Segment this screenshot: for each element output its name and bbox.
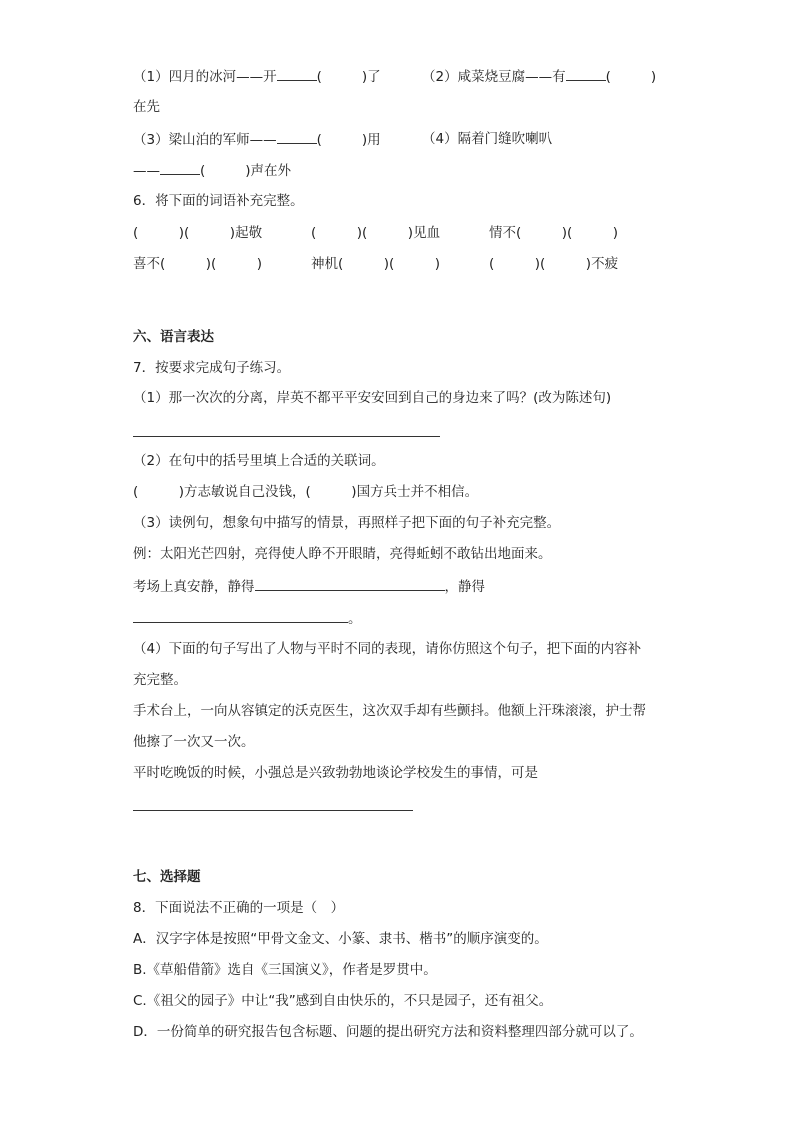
paren-open: (	[605, 69, 611, 85]
answer-blank[interactable]	[255, 576, 445, 591]
answer-blank[interactable]	[277, 129, 317, 144]
q5-item-1-text: （1）四月的冰河——开	[133, 69, 277, 85]
q7-sub-2-sentence[interactable]: ( )方志敏说自己没钱，( )国方兵士并不相信。	[133, 484, 479, 500]
option-d[interactable]: D．一份简单的研究报告包含标题、问题的提出研究方法和资料整理四部分就可以了。	[133, 1024, 643, 1040]
option-b[interactable]: B.《草船借箭》选自《三国演义》，作者是罗贯中。	[133, 962, 437, 978]
q5-item-2-text: （2）咸菜烧豆腐——有	[422, 69, 566, 85]
q6-title: 6．将下面的词语补充完整。	[133, 193, 304, 209]
answer-line[interactable]	[133, 436, 440, 437]
dash-text: ——	[133, 163, 160, 179]
q6-idiom-4[interactable]: 喜不( )( )	[133, 256, 263, 272]
paren-open: (	[200, 163, 206, 179]
q5-item-4-continuation	[133, 160, 291, 181]
sentence-middle: ，静得	[444, 579, 485, 595]
q6-idiom-6[interactable]: ( )( )不疲	[489, 256, 619, 272]
q7-sub-3-example: 例：太阳光芒四射，亮得使人睁不开眼睛，亮得蚯蚓不敢钻出地面来。	[133, 546, 552, 562]
q8-title: 8．下面说法不正确的一项是（ ）	[133, 900, 345, 916]
answer-line[interactable]	[133, 810, 413, 811]
q7-sub-4: （4）下面的句子写出了人物与平时不同的表现，请你仿照这个句子，把下面的内容补	[133, 641, 642, 657]
answer-blank[interactable]	[277, 66, 317, 81]
q5-item-2	[422, 66, 656, 87]
q7-sub-3: （3）读例句，想象句中描写的情景，再照样子把下面的句子补充完整。	[133, 515, 561, 531]
paren-close-text: )声在外	[245, 163, 292, 179]
paren-close-text: )	[650, 69, 657, 85]
q5-item-3	[133, 129, 381, 150]
q7-sub-1: （1）那一次次的分离，岸英不都平平安安回到自己的身边来了吗？(改为陈述句)	[133, 390, 612, 406]
q6-idiom-1[interactable]: ( )( )起敬	[133, 225, 263, 241]
sentence-end: 。	[348, 611, 362, 627]
q5-item-4: （4）隔着门缝吹喇叭	[422, 131, 553, 147]
q7-sub-3-line	[133, 576, 485, 597]
answer-blank[interactable]	[566, 66, 606, 81]
paren-close-text: )用	[361, 132, 381, 148]
q7-title: 7．按要求完成句子练习。	[133, 360, 291, 376]
q6-idiom-3[interactable]: 情不( )( )	[489, 225, 619, 241]
q5-item-3-text: （3）梁山泊的军师——	[133, 132, 277, 148]
paren-close-text: )了	[361, 69, 381, 85]
q7-sub-4-prompt: 平时吃晚饭的时候，小强总是兴致勃勃地谈论学校发生的事情，可是	[133, 765, 538, 781]
answer-blank[interactable]	[133, 608, 348, 623]
q5-item-2-continuation: 在先	[133, 99, 160, 115]
sentence-start: 考场上真安静，静得	[133, 579, 255, 595]
q7-sub-4-cont: 充完整。	[133, 672, 187, 688]
paren-open: (	[316, 69, 322, 85]
q7-sub-3-line-2	[133, 608, 362, 629]
q6-idiom-2[interactable]: ( )( )见血	[311, 225, 441, 241]
q5-item-1	[133, 66, 381, 87]
q7-sub-2: （2）在句中的括号里填上合适的关联词。	[133, 453, 385, 469]
q7-sub-4-example-cont: 他擦了一次又一次。	[133, 734, 255, 750]
q7-sub-4-example: 手术台上，一向从容镇定的沃克医生，这次双手却有些颤抖。他额上汗珠滚滚，护士帮	[133, 703, 646, 719]
option-a[interactable]: A．汉字字体是按照“甲骨文金文、小篆、隶书、楷书”的顺序演变的。	[133, 931, 548, 947]
section-6-heading: 六、语言表达	[133, 329, 214, 345]
answer-blank[interactable]	[160, 160, 200, 175]
q6-idiom-5[interactable]: 神机( )( )	[311, 256, 441, 272]
section-7-heading: 七、选择题	[133, 869, 201, 885]
option-c[interactable]: C.《祖父的园子》中让“我”感到自由快乐的，不只是园子，还有祖父。	[133, 993, 553, 1009]
paren-open: (	[316, 132, 322, 148]
